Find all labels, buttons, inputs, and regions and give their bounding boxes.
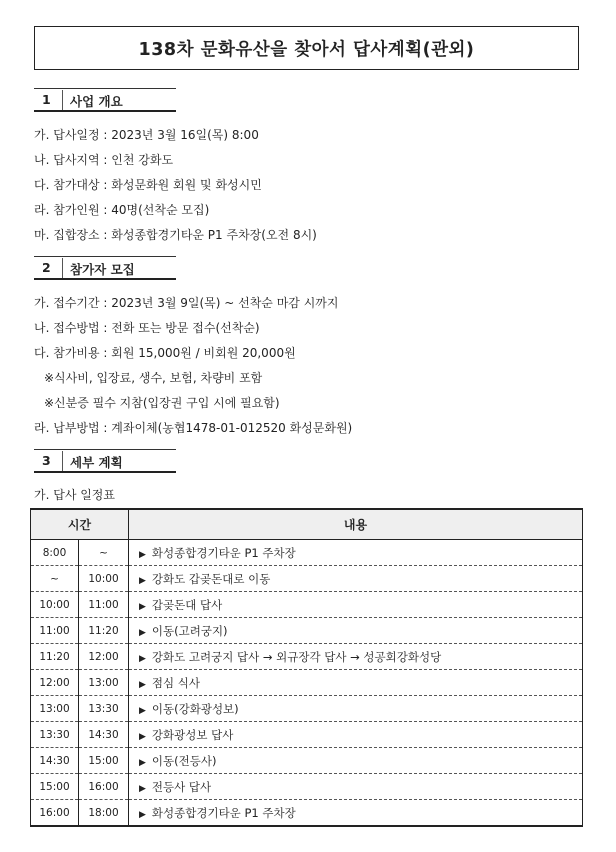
start-time-cell: 14:30 bbox=[31, 748, 79, 774]
end-time-cell: 12:00 bbox=[79, 644, 129, 670]
triangle-bullet-icon: ▶ bbox=[139, 601, 146, 612]
activity-cell bbox=[129, 670, 583, 696]
activity-cell bbox=[129, 800, 583, 827]
table-row bbox=[31, 566, 583, 592]
overview-meeting-place: 마. 집합장소 : 화성종합경기타운 P1 주차장(오전 8시) bbox=[34, 228, 317, 242]
end-time-cell: 13:00 bbox=[79, 670, 129, 696]
table-row bbox=[31, 722, 583, 748]
activity-text: 강화광성보 답사 bbox=[151, 727, 234, 742]
start-time-cell: 12:00 bbox=[31, 670, 79, 696]
activity-text: 점심 식사 bbox=[151, 675, 201, 690]
id-note: ※신분증 필수 지참(입장권 구입 시에 필요함) bbox=[44, 396, 280, 410]
start-time-cell: 13:30 bbox=[31, 722, 79, 748]
section-number: 2 bbox=[42, 260, 51, 275]
end-time-cell: 11:00 bbox=[79, 592, 129, 618]
end-time-cell: 18:00 bbox=[79, 800, 129, 827]
activity-text: 전등사 답사 bbox=[151, 779, 212, 794]
table-row bbox=[31, 670, 583, 696]
activity-cell bbox=[129, 540, 583, 566]
end-time-cell: 14:30 bbox=[79, 722, 129, 748]
section-header-overview bbox=[34, 88, 176, 112]
section-number: 1 bbox=[42, 92, 51, 107]
section-title: 세부 계획 bbox=[70, 455, 123, 470]
triangle-bullet-icon: ▶ bbox=[139, 705, 146, 716]
activity-cell bbox=[129, 618, 583, 644]
activity-text: 화성종합경기타운 P1 주차장 bbox=[151, 545, 296, 560]
table-row bbox=[31, 774, 583, 800]
table-row bbox=[31, 800, 583, 827]
end-time-cell: 13:30 bbox=[79, 696, 129, 722]
activity-text: 이동(강화광성보) bbox=[151, 701, 239, 716]
start-time-cell: 10:00 bbox=[31, 592, 79, 618]
section-header-detail-plan bbox=[34, 449, 176, 473]
payment-method: 라. 납부방법 : 계좌이체(농협1478-01-012520 화성문화원) bbox=[34, 421, 353, 435]
content-header: 내용 bbox=[129, 509, 583, 540]
triangle-bullet-icon: ▶ bbox=[139, 757, 146, 768]
start-time-cell: 13:00 bbox=[31, 696, 79, 722]
activity-cell bbox=[129, 644, 583, 670]
triangle-bullet-icon: ▶ bbox=[139, 783, 146, 794]
section-title: 사업 개요 bbox=[70, 94, 123, 109]
activity-text: 화성종합경기타운 P1 주차장 bbox=[151, 805, 296, 820]
start-time-cell: 11:00 bbox=[31, 618, 79, 644]
start-time-cell: 15:00 bbox=[31, 774, 79, 800]
activity-cell bbox=[129, 592, 583, 618]
overview-date: 가. 답사일정 : 2023년 3월 16일(목) 8:00 bbox=[34, 128, 259, 142]
start-time-cell: 16:00 bbox=[31, 800, 79, 827]
activity-text: 이동(고려궁지) bbox=[151, 623, 228, 638]
activity-cell bbox=[129, 748, 583, 774]
recruitment-period: 가. 접수기간 : 2023년 3월 9일(목) ~ 선착순 마감 시까지 bbox=[34, 296, 339, 310]
activity-text: 이동(전등사) bbox=[151, 753, 217, 768]
time-header: 시간 bbox=[31, 509, 129, 540]
table-row bbox=[31, 592, 583, 618]
end-time-cell: ~ bbox=[79, 540, 129, 566]
triangle-bullet-icon: ▶ bbox=[139, 627, 146, 638]
triangle-bullet-icon: ▶ bbox=[139, 731, 146, 742]
triangle-bullet-icon: ▶ bbox=[139, 575, 146, 586]
start-time-cell: 11:20 bbox=[31, 644, 79, 670]
end-time-cell: 15:00 bbox=[79, 748, 129, 774]
schedule-caption: 가. 답사 일정표 bbox=[34, 488, 115, 502]
activity-cell bbox=[129, 722, 583, 748]
table-row bbox=[31, 696, 583, 722]
schedule-body bbox=[31, 540, 583, 827]
table-row bbox=[31, 644, 583, 670]
triangle-bullet-icon: ▶ bbox=[139, 679, 146, 690]
recruitment-method: 나. 접수방법 : 전화 또는 방문 접수(선착순) bbox=[34, 321, 260, 335]
table-row bbox=[31, 540, 583, 566]
activity-text: 강화도 갑곶돈대로 이동 bbox=[151, 571, 271, 586]
triangle-bullet-icon: ▶ bbox=[139, 549, 146, 560]
table-row bbox=[31, 618, 583, 644]
overview-target: 다. 참가대상 : 화성문화원 회원 및 화성시민 bbox=[34, 178, 262, 192]
activity-text: 강화도 고려궁지 답사 → 외규장각 답사 → 성공회강화성당 bbox=[151, 649, 442, 664]
overview-participants: 라. 참가인원 : 40명(선착순 모집) bbox=[34, 203, 210, 217]
triangle-bullet-icon: ▶ bbox=[139, 653, 146, 664]
start-time-cell: ~ bbox=[31, 566, 79, 592]
triangle-bullet-icon: ▶ bbox=[139, 809, 146, 820]
activity-cell bbox=[129, 696, 583, 722]
end-time-cell: 10:00 bbox=[79, 566, 129, 592]
activity-text: 갑곶돈대 답사 bbox=[151, 597, 223, 612]
recruitment-fee: 다. 참가비용 : 회원 15,000원 / 비회원 20,000원 bbox=[34, 346, 296, 360]
table-row bbox=[31, 748, 583, 774]
schedule-header-row bbox=[31, 509, 583, 540]
page-title: 138차 문화유산을 찾아서 답사계획(관외) bbox=[34, 26, 579, 70]
section-title: 참가자 모집 bbox=[70, 262, 135, 277]
overview-region: 나. 답사지역 : 인천 강화도 bbox=[34, 153, 174, 167]
activity-cell bbox=[129, 774, 583, 800]
start-time-cell: 8:00 bbox=[31, 540, 79, 566]
end-time-cell: 16:00 bbox=[79, 774, 129, 800]
schedule-table bbox=[30, 508, 583, 827]
fee-note: ※식사비, 입장료, 생수, 보험, 차량비 포함 bbox=[44, 371, 263, 385]
section-number: 3 bbox=[42, 453, 51, 468]
section-header-recruitment bbox=[34, 256, 176, 280]
end-time-cell: 11:20 bbox=[79, 618, 129, 644]
activity-cell bbox=[129, 566, 583, 592]
